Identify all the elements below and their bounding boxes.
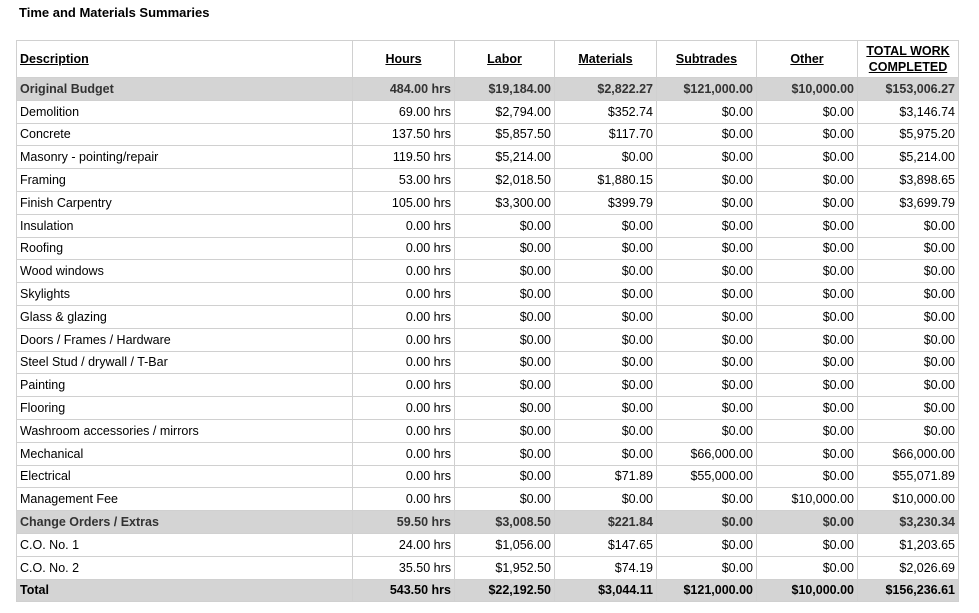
section-row [17,511,959,534]
cell-name: Painting [17,374,353,397]
cell-subtrades: $0.00 [657,374,757,397]
cell-total: $5,975.20 [858,123,959,146]
table-row [17,283,959,306]
header-row [17,41,959,78]
cell-labor: $3,008.50 [455,511,555,534]
cell-total: $2,026.69 [858,556,959,579]
table-row [17,305,959,328]
column-header-materials[interactable]: Materials [555,41,657,78]
cell-materials: $0.00 [555,260,657,283]
cell-labor: $19,184.00 [455,78,555,101]
cell-materials: $71.89 [555,465,657,488]
cell-total: $3,230.34 [858,511,959,534]
cell-other: $0.00 [757,237,858,260]
cell-total: $3,146.74 [858,100,959,123]
cell-subtrades: $0.00 [657,283,757,306]
cell-hours: 137.50 hrs [353,123,455,146]
cell-name: Skylights [17,283,353,306]
cell-hours: 59.50 hrs [353,511,455,534]
cell-total: $0.00 [858,397,959,420]
table-row [17,260,959,283]
cell-labor: $0.00 [455,374,555,397]
cell-materials: $3,044.11 [555,579,657,602]
cell-other: $0.00 [757,419,858,442]
cell-hours: 0.00 hrs [353,328,455,351]
column-header-total-work-completed[interactable] [858,41,959,78]
cell-name: Total [17,579,353,602]
cell-total: $1,203.65 [858,533,959,556]
table-row [17,556,959,579]
cell-hours: 0.00 hrs [353,214,455,237]
cell-other: $0.00 [757,351,858,374]
table-row [17,237,959,260]
cell-subtrades: $55,000.00 [657,465,757,488]
cell-subtrades: $0.00 [657,556,757,579]
cell-hours: 484.00 hrs [353,78,455,101]
cell-labor: $0.00 [455,465,555,488]
cell-name: Steel Stud / drywall / T-Bar [17,351,353,374]
cell-name: Change Orders / Extras [17,511,353,534]
cell-hours: 0.00 hrs [353,351,455,374]
cell-hours: 53.00 hrs [353,169,455,192]
cell-materials: $399.79 [555,191,657,214]
cell-materials: $117.70 [555,123,657,146]
cell-other: $0.00 [757,100,858,123]
table-row [17,397,959,420]
cell-materials: $0.00 [555,419,657,442]
cell-materials: $0.00 [555,283,657,306]
cell-name: C.O. No. 2 [17,556,353,579]
cell-total: $156,236.61 [858,579,959,602]
cell-hours: 0.00 hrs [353,283,455,306]
table-row [17,442,959,465]
cell-other: $0.00 [757,397,858,420]
cell-labor: $0.00 [455,442,555,465]
cell-subtrades: $66,000.00 [657,442,757,465]
cell-materials: $2,822.27 [555,78,657,101]
cell-name: Framing [17,169,353,192]
cell-subtrades: $0.00 [657,419,757,442]
cell-other: $0.00 [757,305,858,328]
table-row [17,419,959,442]
cell-total: $55,071.89 [858,465,959,488]
table-row [17,351,959,374]
cell-subtrades: $0.00 [657,260,757,283]
cell-hours: 0.00 hrs [353,237,455,260]
cell-materials: $0.00 [555,146,657,169]
cell-hours: 69.00 hrs [353,100,455,123]
cell-subtrades: $0.00 [657,169,757,192]
cell-other: $0.00 [757,146,858,169]
cell-labor: $0.00 [455,283,555,306]
column-header-other[interactable]: Other [757,41,858,78]
cell-subtrades: $0.00 [657,351,757,374]
table-body [17,78,959,602]
total-header-line1: TOTAL WORK [866,44,950,58]
cell-name: Electrical [17,465,353,488]
cell-other: $0.00 [757,191,858,214]
cell-total: $10,000.00 [858,488,959,511]
cell-name: Masonry - pointing/repair [17,146,353,169]
cell-hours: 0.00 hrs [353,465,455,488]
cell-labor: $1,952.50 [455,556,555,579]
cell-total: $3,898.65 [858,169,959,192]
cell-other: $0.00 [757,374,858,397]
cell-labor: $22,192.50 [455,579,555,602]
cell-name: Concrete [17,123,353,146]
cell-other: $0.00 [757,465,858,488]
column-header-hours[interactable]: Hours [353,41,455,78]
cell-name: Roofing [17,237,353,260]
cell-materials: $0.00 [555,351,657,374]
cell-hours: 0.00 hrs [353,419,455,442]
cell-subtrades: $0.00 [657,123,757,146]
cell-other: $0.00 [757,283,858,306]
table-row [17,465,959,488]
cell-total: $0.00 [858,260,959,283]
cell-subtrades: $0.00 [657,191,757,214]
cell-total: $0.00 [858,237,959,260]
table-row [17,169,959,192]
total-header-line2: COMPLETED [868,60,948,74]
cell-subtrades: $0.00 [657,214,757,237]
table-row [17,214,959,237]
cell-hours: 0.00 hrs [353,488,455,511]
cell-materials: $1,880.15 [555,169,657,192]
cell-name: C.O. No. 1 [17,533,353,556]
cell-name: Washroom accessories / mirrors [17,419,353,442]
cell-materials: $0.00 [555,374,657,397]
cell-other: $0.00 [757,511,858,534]
cell-materials: $352.74 [555,100,657,123]
cell-subtrades: $0.00 [657,100,757,123]
cell-other: $10,000.00 [757,579,858,602]
cell-total: $3,699.79 [858,191,959,214]
cell-total: $0.00 [858,214,959,237]
cell-subtrades: $121,000.00 [657,579,757,602]
cell-total: $0.00 [858,374,959,397]
cell-hours: 105.00 hrs [353,191,455,214]
cell-name: Management Fee [17,488,353,511]
cell-subtrades: $0.00 [657,146,757,169]
table-row [17,488,959,511]
page-title: Time and Materials Summaries [19,5,210,20]
cell-labor: $1,056.00 [455,533,555,556]
column-header-labor[interactable]: Labor [455,41,555,78]
cell-subtrades: $0.00 [657,511,757,534]
cell-subtrades: $0.00 [657,328,757,351]
cell-materials: $0.00 [555,237,657,260]
cell-hours: 0.00 hrs [353,442,455,465]
cell-labor: $2,018.50 [455,169,555,192]
cell-other: $0.00 [757,328,858,351]
cell-subtrades: $0.00 [657,237,757,260]
cell-name: Glass & glazing [17,305,353,328]
cell-total: $0.00 [858,305,959,328]
cell-other: $0.00 [757,123,858,146]
cell-materials: $147.65 [555,533,657,556]
cell-other: $0.00 [757,169,858,192]
cell-other: $10,000.00 [757,488,858,511]
cell-materials: $0.00 [555,442,657,465]
cell-labor: $0.00 [455,260,555,283]
cell-hours: 24.00 hrs [353,533,455,556]
cell-total: $0.00 [858,351,959,374]
column-header-subtrades[interactable]: Subtrades [657,41,757,78]
cell-name: Wood windows [17,260,353,283]
cell-hours: 543.50 hrs [353,579,455,602]
cell-name: Finish Carpentry [17,191,353,214]
total-row [17,579,959,602]
cell-subtrades: $0.00 [657,305,757,328]
cell-other: $10,000.00 [757,78,858,101]
cell-name: Flooring [17,397,353,420]
cell-materials: $0.00 [555,488,657,511]
cell-hours: 35.50 hrs [353,556,455,579]
cell-subtrades: $0.00 [657,533,757,556]
table-row [17,533,959,556]
cell-materials: $0.00 [555,305,657,328]
cell-labor: $0.00 [455,351,555,374]
cell-other: $0.00 [757,214,858,237]
table-row [17,123,959,146]
cell-labor: $2,794.00 [455,100,555,123]
cell-subtrades: $0.00 [657,397,757,420]
table-row [17,100,959,123]
cell-total: $0.00 [858,328,959,351]
cell-labor: $5,214.00 [455,146,555,169]
column-header-description[interactable]: Description [17,41,353,78]
table-row [17,374,959,397]
cell-name: Demolition [17,100,353,123]
cell-labor: $0.00 [455,397,555,420]
table-row [17,191,959,214]
cell-labor: $5,857.50 [455,123,555,146]
cell-hours: 0.00 hrs [353,260,455,283]
cell-total: $66,000.00 [858,442,959,465]
cell-name: Doors / Frames / Hardware [17,328,353,351]
section-row [17,78,959,101]
table-row [17,146,959,169]
cell-other: $0.00 [757,442,858,465]
cell-name: Mechanical [17,442,353,465]
cell-materials: $74.19 [555,556,657,579]
summary-table [16,40,959,602]
cell-hours: 0.00 hrs [353,397,455,420]
cell-total: $0.00 [858,419,959,442]
cell-labor: $0.00 [455,237,555,260]
cell-labor: $3,300.00 [455,191,555,214]
cell-hours: 0.00 hrs [353,305,455,328]
cell-materials: $221.84 [555,511,657,534]
cell-subtrades: $0.00 [657,488,757,511]
cell-labor: $0.00 [455,214,555,237]
cell-materials: $0.00 [555,214,657,237]
cell-other: $0.00 [757,533,858,556]
cell-name: Original Budget [17,78,353,101]
cell-labor: $0.00 [455,419,555,442]
cell-labor: $0.00 [455,328,555,351]
cell-total: $153,006.27 [858,78,959,101]
table-row [17,328,959,351]
cell-total: $5,214.00 [858,146,959,169]
cell-labor: $0.00 [455,305,555,328]
cell-other: $0.00 [757,260,858,283]
cell-materials: $0.00 [555,328,657,351]
cell-other: $0.00 [757,556,858,579]
cell-materials: $0.00 [555,397,657,420]
cell-name: Insulation [17,214,353,237]
cell-hours: 0.00 hrs [353,374,455,397]
cell-subtrades: $121,000.00 [657,78,757,101]
cell-total: $0.00 [858,283,959,306]
cell-hours: 119.50 hrs [353,146,455,169]
cell-labor: $0.00 [455,488,555,511]
